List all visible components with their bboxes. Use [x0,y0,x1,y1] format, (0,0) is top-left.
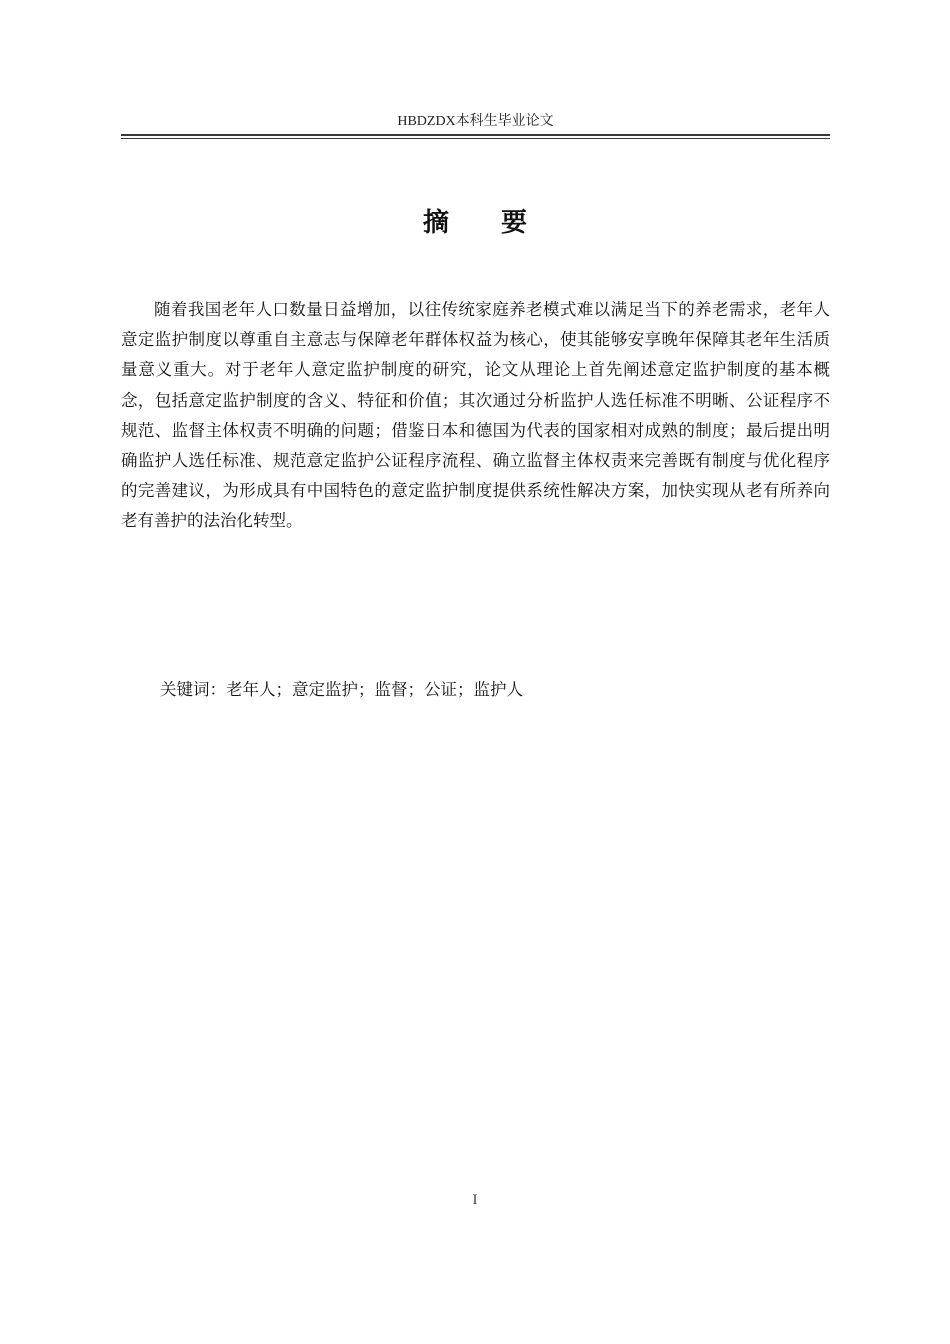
header-rule-thick [121,134,830,136]
abstract-body: 随着我国老年人口数量日益增加，以往传统家庭养老模式难以满足当下的养老需求，老年人意定监护制度以尊重自主意志与保障老年群体权益为核心，使其能够安享晚年保障其老年生活质量意义重大。对于老年人意定监护制度的研究，论文从理论上首先阐述意定监护制度的基本概念，包括意定监护制度的含义、特征和价值；其次通过分析监护人选任标准不明晰、公证程序不规范、监督主体权责不明确的问题；借鉴日本和德国为代表的国家相对成熟的制度；最后提出明确监护人选任标准、规范意定监护公证程序流程、确立监督主体权责来完善既有制度与优化程序的完善建议，为形成具有中国特色的意定监护制度提供系统性解决方案，加快实现从老有所养向老有善护的法治化转型。 [121,300,830,531]
keywords-line: 关键词：老年人；意定监护；监督；公证；监护人 [160,680,523,699]
page-number: I [472,1192,478,1208]
abstract-title [0,205,950,241]
title-char-2: 要 [501,208,528,238]
running-header: HBDZDX本科生毕业论文 [397,114,554,129]
header-double-rule [121,134,830,139]
header-rule-thin [121,138,830,139]
title-char-1: 摘 [422,208,449,238]
